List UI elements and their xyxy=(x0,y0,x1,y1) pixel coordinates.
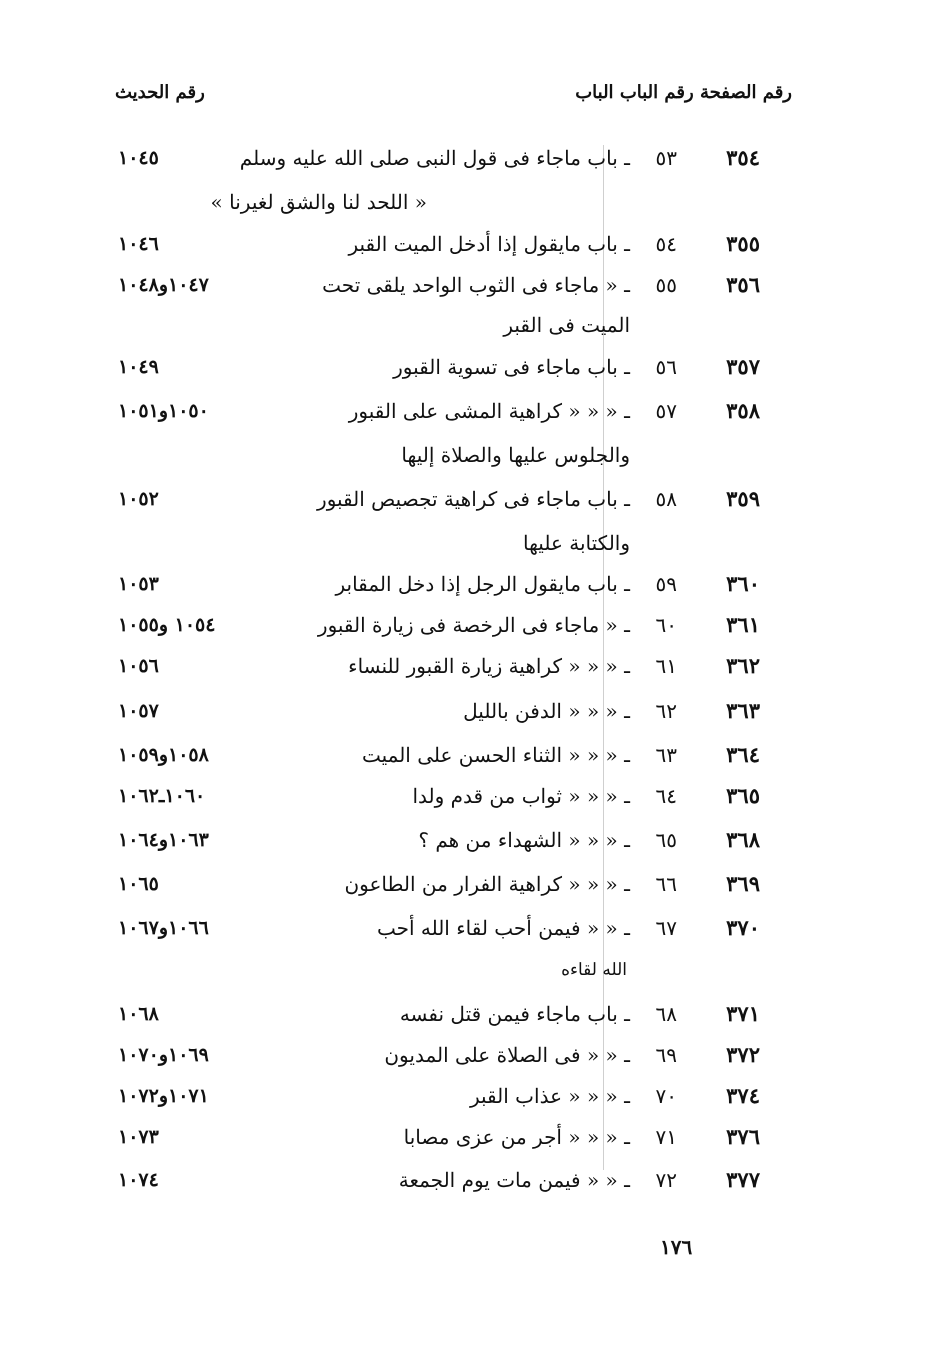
chapter-number: ٦٩ xyxy=(655,1043,677,1067)
chapter-title: ـ « « فيمن أحب لقاء الله أحب xyxy=(376,916,630,940)
hadith-number: ١٠٥٨و١٠٥٩ xyxy=(118,744,209,766)
chapter-title: ـ باب ماجاء فى قول النبى صلى الله عليه وسلم xyxy=(239,146,630,170)
index-row xyxy=(0,263,942,307)
chapter-title: ـ « « « كراهية المشى على القبور xyxy=(348,399,630,423)
hadith-number: ١٠٥٤ و١٠٥٥ xyxy=(118,614,216,636)
chapter-title: ـ « « « كراهية الفرار من الطاعون xyxy=(344,872,630,896)
chapter-title: ـ « « « أجر من عزى مصابا xyxy=(403,1125,630,1149)
page-number: ٣٥٥ xyxy=(726,231,760,256)
chapter-title: ـ « « « عذاب القبر xyxy=(469,1084,630,1108)
hadith-number: ١٠٧١و١٠٧٢ xyxy=(118,1085,209,1107)
header-hadith-number-label: رقم الحديث xyxy=(115,82,205,103)
chapter-title-continuation: الله لقاءه xyxy=(561,960,627,980)
chapter-number: ٦١ xyxy=(655,654,677,678)
chapter-title: ـ باب ماجاء فى كراهية تجصيص القبور xyxy=(317,487,630,511)
index-row xyxy=(0,818,942,862)
chapter-number: ٧٢ xyxy=(655,1168,677,1192)
page-number: ٣٦٥ xyxy=(726,783,760,808)
chapter-number: ٧١ xyxy=(655,1125,677,1149)
index-row xyxy=(0,774,942,818)
page-number: ٣٥٨ xyxy=(726,398,760,423)
index-row xyxy=(0,136,942,180)
index-row xyxy=(0,992,942,1036)
index-row xyxy=(0,906,942,950)
hadith-number: ١٠٤٥ xyxy=(118,147,159,169)
chapter-number: ٦٠ xyxy=(655,613,677,637)
index-row xyxy=(0,1074,942,1118)
index-row xyxy=(0,1033,942,1077)
page-number: ٣٦١ xyxy=(726,612,760,637)
chapter-number: ٦٣ xyxy=(655,743,677,767)
chapter-title-continuation: الميت فى القبر xyxy=(503,313,630,337)
hadith-number: ١٠٥٦ xyxy=(118,655,159,677)
chapter-title-continuation: والجلوس عليها والصلاة إليها xyxy=(401,443,630,467)
chapter-title: ـ باب ماجاء فى تسوية القبور xyxy=(393,355,630,379)
chapter-number: ٥٩ xyxy=(655,572,677,596)
index-row xyxy=(0,644,942,688)
hadith-number: ١٠٦٦و١٠٦٧ xyxy=(118,917,209,939)
chapter-number: ٥٣ xyxy=(655,146,677,170)
chapter-title-continuation: والكتابة عليها xyxy=(522,531,630,555)
page-footer-number: ١٧٦ xyxy=(660,1235,693,1259)
chapter-number: ٥٤ xyxy=(655,232,677,256)
hadith-number: ١٠٦٩و١٠٧٠ xyxy=(118,1044,209,1066)
hadith-number: ١٠٧٣ xyxy=(118,1126,159,1148)
hadith-number: ١٠٥٣ xyxy=(118,573,159,595)
page-number: ٣٦٤ xyxy=(726,742,760,767)
index-row xyxy=(0,389,942,433)
hadith-number: ١٠٦٨ xyxy=(118,1003,159,1025)
chapter-title: ـ « « « ثواب من قدم ولدا xyxy=(412,784,630,808)
page-number: ٣٥٧ xyxy=(726,354,760,379)
chapter-title: ـ « ماجاء فى الرخصة فى زيارة القبور xyxy=(317,613,630,637)
index-row xyxy=(0,603,942,647)
index-row xyxy=(0,345,942,389)
index-row xyxy=(0,222,942,266)
page-number: ٣٧١ xyxy=(726,1001,760,1026)
header-columns-label: رقم الصفحة رقم الباب الباب xyxy=(575,82,792,103)
hadith-number: ١٠٦٣و١٠٦٤ xyxy=(118,829,209,851)
chapter-title: ـ باب ماجاء فيمن قتل نفسه xyxy=(399,1002,630,1026)
chapter-number: ٧٠ xyxy=(655,1084,677,1108)
chapter-title-continuation: « اللحد لنا والشق لغيرنا » xyxy=(210,190,427,214)
chapter-number: ٦٧ xyxy=(655,916,677,940)
chapter-number: ٦٦ xyxy=(655,872,677,896)
page-number: ٣٧٦ xyxy=(726,1124,760,1149)
page-number: ٣٥٤ xyxy=(726,145,760,170)
page-number: ٣٥٩ xyxy=(726,486,760,511)
page-number: ٣٧٤ xyxy=(726,1083,760,1108)
index-row xyxy=(0,733,942,777)
chapter-number: ٥٥ xyxy=(655,273,677,297)
chapter-title: ـ « ماجاء فى الثوب الواحد يلقى تحت xyxy=(322,273,630,297)
chapter-title: ـ باب مايقول إذا أدخل الميت القبر xyxy=(348,232,630,256)
chapter-number: ٦٨ xyxy=(655,1002,677,1026)
hadith-number: ١٠٥٠و١٠٥١ xyxy=(118,400,209,422)
index-row xyxy=(0,862,942,906)
chapter-title: ـ « « فى الصلاة على المديون xyxy=(384,1043,630,1067)
hadith-number: ١٠٤٦ xyxy=(118,233,159,255)
chapter-number: ٦٢ xyxy=(655,699,677,723)
chapter-number: ٦٥ xyxy=(655,828,677,852)
chapter-title: ـ « « فيمن مات يوم الجمعة xyxy=(398,1168,630,1192)
page-number: ٣٧٠ xyxy=(726,915,760,940)
index-row xyxy=(0,1158,942,1202)
chapter-title: ـ « « « الشهداء من هم ؟ xyxy=(418,828,630,852)
hadith-number: ١٠٥٢ xyxy=(118,488,159,510)
page-number: ٣٥٦ xyxy=(726,272,760,297)
page-number: ٣٦٠ xyxy=(726,571,760,596)
chapter-title: ـ باب مايقول الرجل إذا دخل المقابر xyxy=(335,572,630,596)
hadith-number: ١٠٤٧و١٠٤٨ xyxy=(118,274,209,296)
hadith-number: ١٠٦٠ـ١٠٦٢ xyxy=(118,785,206,807)
chapter-title: ـ « « « كراهية زيارة القبور للنساء xyxy=(348,654,630,678)
chapter-number: ٥٦ xyxy=(655,355,677,379)
hadith-number: ١٠٤٩ xyxy=(118,356,159,378)
chapter-title: ـ « « « الدفن بالليل xyxy=(463,699,630,723)
index-row xyxy=(0,1115,942,1159)
page-number: ٣٧٢ xyxy=(726,1042,760,1067)
page-number: ٣٦٣ xyxy=(726,698,760,723)
index-row xyxy=(0,689,942,733)
hadith-number: ١٠٧٤ xyxy=(118,1169,159,1191)
page-number: ٣٦٢ xyxy=(726,653,760,678)
page-number: ٣٧٧ xyxy=(726,1167,760,1192)
page-number: ٣٦٩ xyxy=(726,871,760,896)
hadith-number: ١٠٥٧ xyxy=(118,700,159,722)
hadith-number: ١٠٦٥ xyxy=(118,873,159,895)
chapter-number: ٥٨ xyxy=(655,487,677,511)
index-row xyxy=(0,477,942,521)
chapter-number: ٥٧ xyxy=(655,399,677,423)
chapter-number: ٦٤ xyxy=(655,784,677,808)
index-row xyxy=(0,562,942,606)
page-number: ٣٦٨ xyxy=(726,827,760,852)
chapter-title: ـ « « « الثناء الحسن على الميت xyxy=(361,743,630,767)
